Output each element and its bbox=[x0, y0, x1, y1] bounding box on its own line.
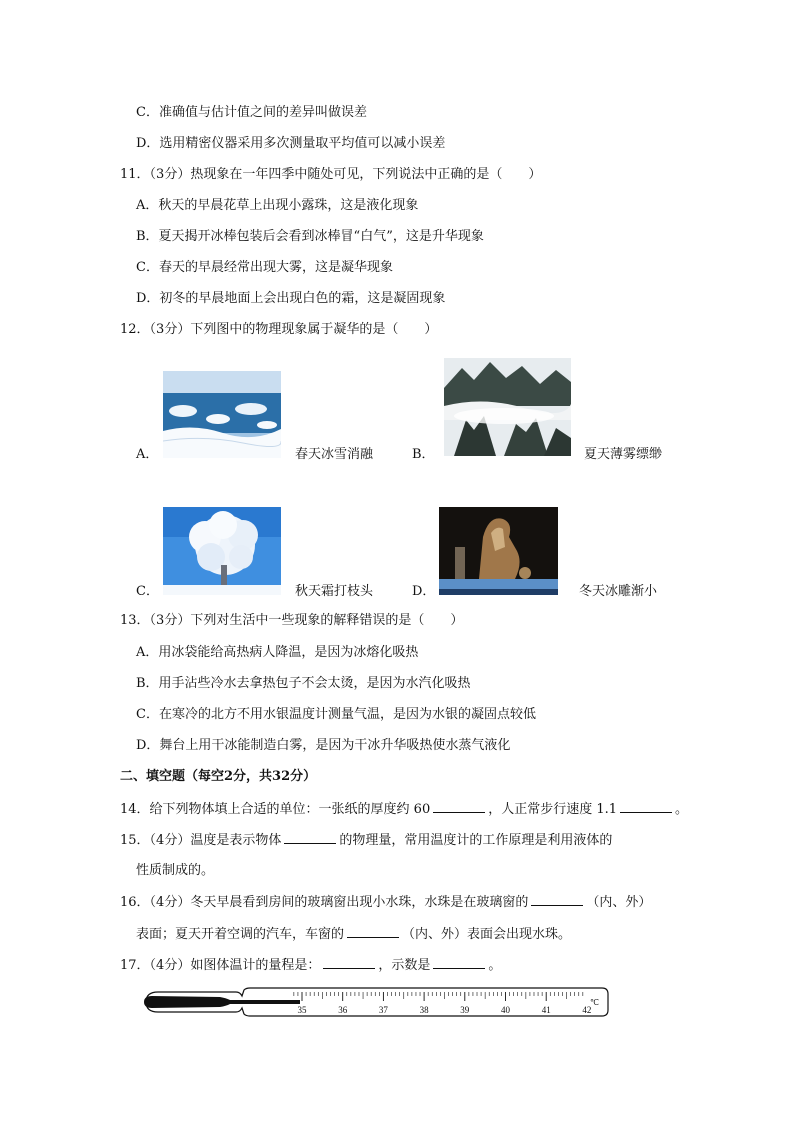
thermometer-figure bbox=[140, 984, 610, 1020]
thermometer-tick-label: 36 bbox=[338, 1005, 348, 1015]
thermometer-svg bbox=[140, 984, 610, 1020]
q12-label-b: B． bbox=[412, 447, 435, 462]
q14-part3: 。 bbox=[675, 802, 689, 817]
q15-line-1 bbox=[120, 831, 612, 850]
q11-option-b: B．夏天揭开冰棒包装后会看到冰棒冒“白气”，这是升华现象 bbox=[136, 229, 484, 244]
q12-label-d: D． bbox=[412, 584, 436, 599]
q16-blank-2[interactable] bbox=[347, 925, 399, 938]
q12-caption-a: 春天冰雪消融 bbox=[295, 447, 374, 462]
frosted-tree-image[interactable] bbox=[163, 507, 281, 595]
q17-blank-1[interactable] bbox=[323, 956, 375, 969]
q13-option-b: B．用手沾些冷水去拿热包子不会太烫，是因为水汽化吸热 bbox=[136, 676, 471, 691]
q16-part2: （内、外） bbox=[586, 895, 652, 910]
q16-part1: 16．（4分）冬天早晨看到房间的玻璃窗出现小水珠，水珠是在玻璃窗的 bbox=[120, 895, 529, 910]
q12-caption-d: 冬天冰雕渐小 bbox=[579, 584, 658, 599]
q10-option-d: D．选用精密仪器采用多次测量取平均值可以减小误差 bbox=[136, 136, 446, 151]
q16-line2a: 表面；夏天开着空调的汽车，车窗的 bbox=[136, 927, 345, 942]
q12-label-c: C． bbox=[136, 584, 159, 599]
q13-option-d: D．舞台上用干冰能制造白雾，是因为干冰升华吸热使水蒸气液化 bbox=[136, 738, 511, 753]
thermometer-tick-label: 40 bbox=[501, 1005, 510, 1015]
melting-snow-image[interactable] bbox=[163, 371, 281, 458]
q11-option-a: A．秋天的早晨花草上出现小露珠，这是液化现象 bbox=[136, 198, 419, 213]
q17-line bbox=[120, 956, 501, 975]
q14-part1: 14．给下列物体填上合适的单位：一张纸的厚度约 60 bbox=[120, 802, 431, 817]
q17-part3: 。 bbox=[488, 958, 502, 973]
q15-part1: 15．（4分）温度是表示物体 bbox=[120, 833, 282, 848]
q16-line-1 bbox=[120, 893, 651, 912]
thermometer-tick-label: 35 bbox=[297, 1005, 307, 1015]
q12-caption-b: 夏天薄雾缥缈 bbox=[584, 447, 663, 462]
thermometer-tick-label: 38 bbox=[419, 1005, 429, 1015]
q12-caption-c: 秋天霜打枝头 bbox=[295, 584, 374, 599]
thermometer-tick-label: 41 bbox=[541, 1005, 551, 1015]
q17-part1: 17．（4分）如图体温计的量程是： bbox=[120, 958, 321, 973]
q15-part2: 的物理量，常用温度计的工作原理是利用液体的 bbox=[339, 833, 613, 848]
section-2-title: 二、填空题（每空2分，共32分） bbox=[120, 769, 317, 784]
q15-line-2: 性质制成的。 bbox=[136, 863, 215, 878]
q14-blank-2[interactable] bbox=[620, 800, 672, 813]
q13-option-c: C．在寒冷的北方不用水银温度计测量气温，是因为水银的凝固点较低 bbox=[136, 707, 536, 722]
q14-line bbox=[120, 800, 688, 819]
q16-line-2 bbox=[136, 925, 571, 944]
misty-mountains-image[interactable] bbox=[444, 358, 571, 456]
ice-sculpture-image[interactable] bbox=[439, 507, 558, 595]
q14-part2: ，人正常步行速度 1.1 bbox=[488, 802, 618, 817]
q17-blank-2[interactable] bbox=[433, 956, 485, 969]
q16-line2b: （内、外）表面会出现水珠。 bbox=[402, 927, 572, 942]
q12-stem: 12．（3分）下列图中的物理现象属于凝华的是（ ） bbox=[120, 322, 438, 337]
q11-option-d: D．初冬的早晨地面上会出现白色的霜，这是凝固现象 bbox=[136, 291, 446, 306]
q11-option-c: C．春天的早晨经常出现大雾，这是凝华现象 bbox=[136, 260, 393, 275]
thermometer-tick-label: 39 bbox=[460, 1005, 470, 1015]
thermometer-unit: ℃ bbox=[590, 998, 599, 1007]
q11-stem: 11．（3分）热现象在一年四季中随处可见，下列说法中正确的是（ ） bbox=[120, 167, 542, 182]
thermometer-tick-label: 42 bbox=[582, 1005, 592, 1015]
q12-label-a: A． bbox=[136, 447, 159, 462]
q14-blank-1[interactable] bbox=[433, 800, 485, 813]
q15-blank-1[interactable] bbox=[284, 831, 336, 844]
q17-part2: ，示数是 bbox=[378, 958, 431, 973]
q13-option-a: A．用冰袋能给高热病人降温，是因为冰熔化吸热 bbox=[136, 645, 419, 660]
q16-blank-1[interactable] bbox=[531, 893, 583, 906]
q13-stem: 13．（3分）下列对生活中一些现象的解释错误的是（ ） bbox=[120, 613, 464, 628]
q10-option-c: C．准确值与估计值之间的差异叫做误差 bbox=[136, 105, 367, 120]
thermometer-tick-label: 37 bbox=[378, 1005, 388, 1015]
